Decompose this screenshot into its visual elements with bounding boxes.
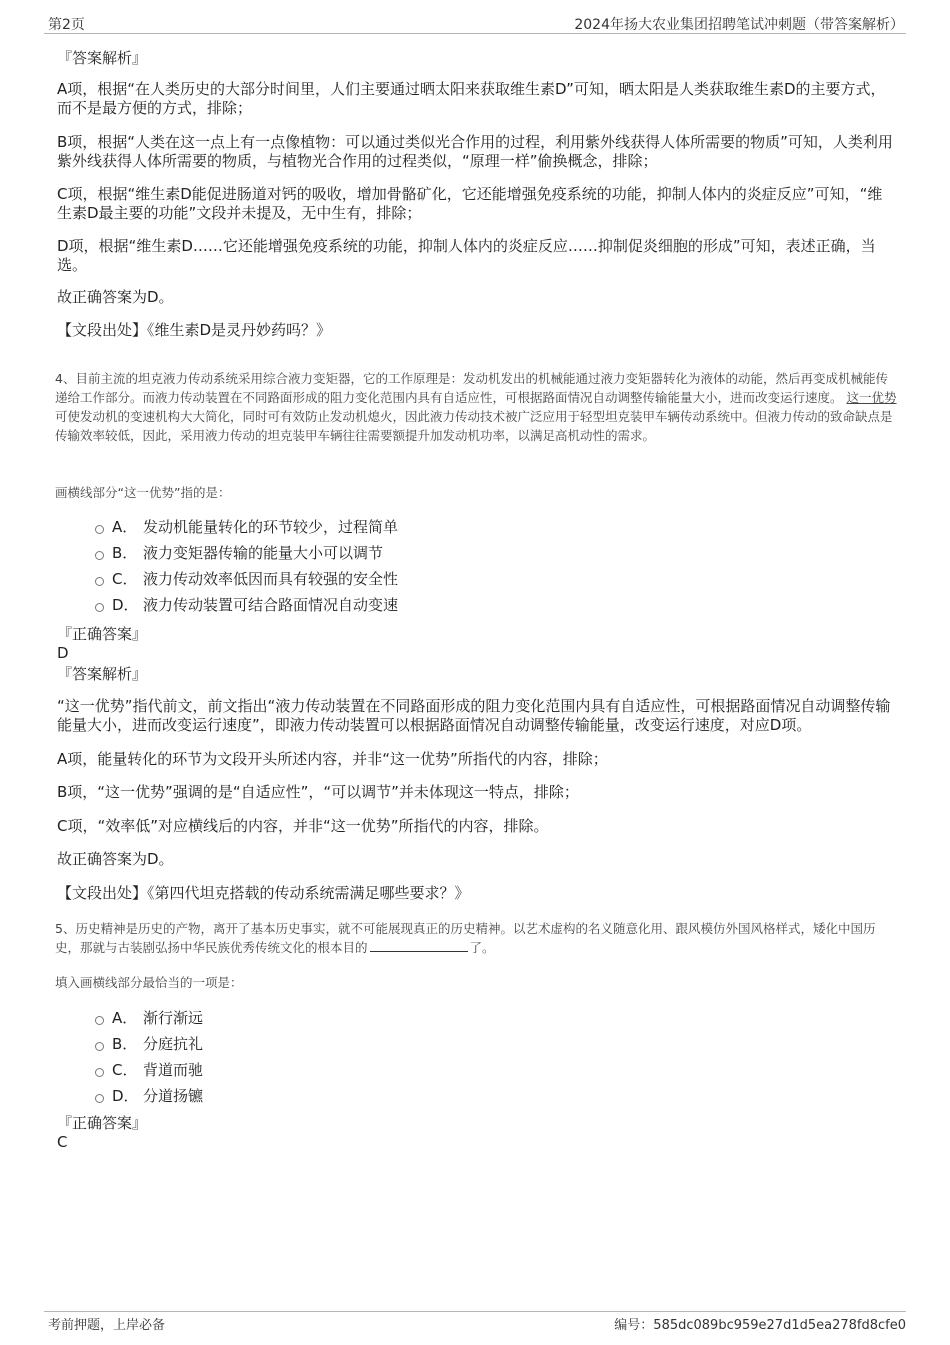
q5-prompt: 填入画横线部分最恰当的一项是： (55, 975, 243, 990)
q5-answer-label: 『正确答案』 (57, 1114, 148, 1132)
q3-analysis-b: B项，根据“人类在这一点上有一点像植物：可以通过类似光合作用的过程，利用紫外线获得人体所需要的物质”可知，人类利用紫外线获得人体所需要的物质，与植物光合作用的过程类似，“原理一样”偷换概念，排除； (57, 133, 893, 170)
q5-answer: C (57, 1133, 68, 1151)
q4-option-a[interactable]: A． 发动机能量转化的环节较少，过程简单 (95, 517, 398, 537)
q3-source: 【文段出处】《维生素D是灵丹妙药吗？》 (57, 321, 332, 339)
q3-analysis-c: C项，根据“维生素D能促进肠道对钙的吸收，增加骨骼矿化，它还能增强免疫系统的功能，抑制人体内的炎症反应”可知，“维生素D最主要的功能”文段并未提及，无中生有，排除； (57, 185, 883, 222)
radio-icon[interactable] (95, 1016, 104, 1025)
q4-passage (55, 369, 897, 445)
q4-option-c[interactable]: C． 液力传动效率低因而具有较强的安全性 (95, 569, 398, 589)
q4-option-b[interactable]: B． 液力变矩器传输的能量大小可以调节 (95, 543, 383, 563)
radio-icon[interactable] (95, 1094, 104, 1103)
q3-conclusion: 故正确答案为D。 (57, 288, 174, 306)
q5-option-b[interactable]: B． 分庭抗礼 (95, 1034, 203, 1054)
q3-analysis-a: A项，根据“在人类历史的大部分时间里，人们主要通过晒太阳来获取维生素D”可知，晒太阳是人类获取维生素D的主要方式，而不是最方便的方式，排除； (57, 80, 886, 117)
footer-divider (44, 1311, 906, 1312)
radio-icon[interactable] (95, 551, 104, 560)
q5-passage-after: 了。 (469, 940, 495, 955)
q4-option-d[interactable]: D． 液力传动装置可结合路面情况自动变速 (95, 595, 398, 615)
q4-passage-after: 可使发动机的变速机构大大简化，同时可有效防止发动机熄火，因此液力传动技术被广泛应用于轻型坦克装甲车辆传动系统中。但液力传动的致命缺点是传输效率较低，因此，采用液力传动的坦克装甲车辆往往需要额提升加发动机功率，以满足高机动性的需求。 (55, 409, 893, 443)
radio-icon[interactable] (95, 1042, 104, 1051)
page-number: 第2页 (48, 17, 85, 33)
q4-prompt: 画横线部分“这一优势”指的是： (55, 485, 231, 500)
q5-option-a[interactable]: A． 渐行渐远 (95, 1008, 203, 1028)
q4-analysis-label: 『答案解析』 (57, 665, 148, 683)
radio-icon[interactable] (95, 1068, 104, 1077)
q4-source: 【文段出处】《第四代坦克搭载的传动系统需满足哪些要求？》 (57, 884, 470, 902)
radio-icon[interactable] (95, 525, 104, 534)
q3-analysis-label: 『答案解析』 (57, 49, 148, 67)
q4-analysis-a: A项，能量转化的环节为文段开头所述内容，并非“这一优势”所指代的内容，排除； (57, 750, 608, 768)
document-code: 编号：585dc089bc959e27d1d5ea278fd8cfe0 (614, 1318, 906, 1333)
q4-underlined-phrase: 这一优势 (846, 390, 897, 405)
q4-passage-before: 4、目前主流的坦克液力传动系统采用综合液力变矩器，它的工作原理是：发动机发出的机械能通过液力变矩器转化为液体的动能，然后再变成机械能传递给工作部分。而液力传动装置在不同路面形成的阻力变化范围内具有自适应性，可根据路面情况自动调整传输能量大小，进而改变运行速度。 (55, 371, 888, 405)
radio-icon[interactable] (95, 577, 104, 586)
q5-option-d[interactable]: D． 分道扬镳 (95, 1086, 203, 1106)
q5-option-c[interactable]: C． 背道而驰 (95, 1060, 203, 1080)
q4-analysis-main: “这一优势”指代前文，前文指出“液力传动装置在不同路面形成的阻力变化范围内具有自适应性，可根据路面情况自动调整传输能量大小，进而改变运行速度”，即液力传动装置可以根据路面情况自动调整传输能量，改变运行速度，对应D项。 (57, 697, 891, 734)
q5-passage (55, 919, 897, 957)
q5-fill-blank (370, 938, 468, 952)
radio-icon[interactable] (95, 603, 104, 612)
q4-analysis-c: C项，“效率低”对应横线后的内容，并非“这一优势”所指代的内容，排除。 (57, 817, 549, 835)
document-title: 2024年扬大农业集团招聘笔试冲刺题（带答案解析） (574, 17, 904, 33)
footer-slogan: 考前押题，上岸必备 (48, 1318, 166, 1333)
q4-conclusion: 故正确答案为D。 (57, 850, 174, 868)
header-divider (44, 33, 906, 34)
q3-analysis-d: D项，根据“维生素D……它还能增强免疫系统的功能，抑制人体内的炎症反应……抑制促炎细胞的形成”可知，表述正确，当选。 (57, 237, 876, 274)
q5-passage-before: 5、历史精神是历史的产物，离开了基本历史事实，就不可能展现真正的历史精神。以艺术虚构的名义随意化用、跟风模仿外国风格样式，矮化中国历史，那就与古装剧弘扬中华民族优秀传统文化的根本目的 (55, 921, 876, 955)
q4-answer-label: 『正确答案』 (57, 625, 148, 643)
q4-answer: D (57, 644, 69, 662)
q4-analysis-b: B项，“这一优势”强调的是“自适应性”，“可以调节”并未体现这一特点，排除； (57, 783, 579, 801)
